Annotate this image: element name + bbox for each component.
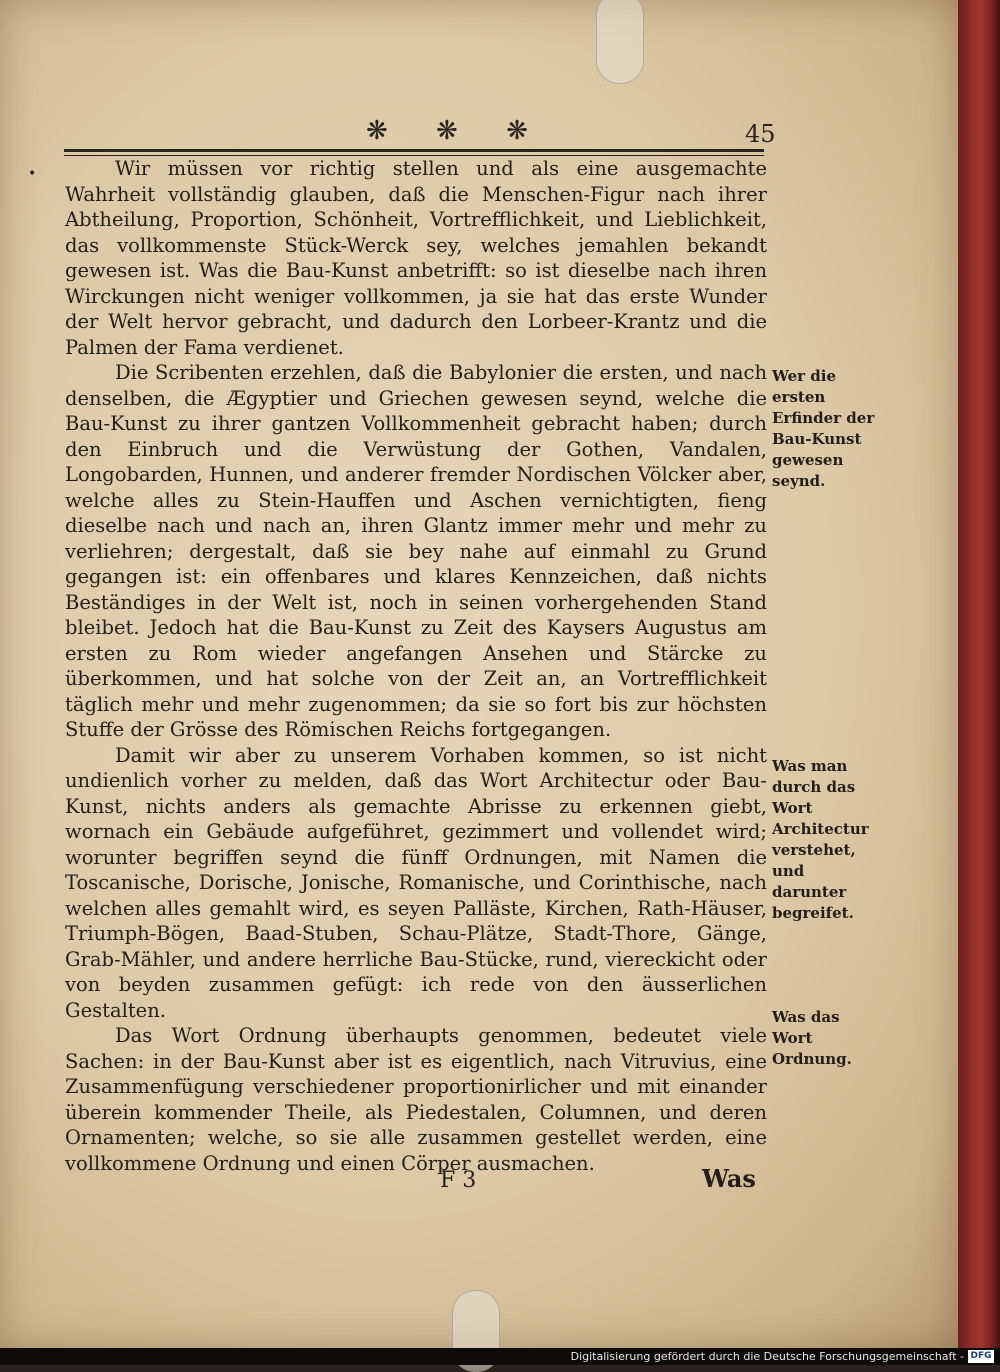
digitization-note: Digitalisierung gefördert durch die Deutsche Forschungsgemeinschaft - xyxy=(570,1350,964,1363)
dfg-logo: DFG xyxy=(968,1350,994,1363)
page-clip-top xyxy=(596,0,644,84)
paragraph-4: Das Wort Ordnung überhaupts genommen, bedeutet viele Sachen: in der Bau-Kunst aber ist es eigentlich, nach Vitruvius, eine Zusammenfügung verschiedener proportionirlicher und mit einander überein kommender Theile, als Piedestalen, Columnen, und deren Ornamenten; welche, so sie alle zusammen gestellet werden, eine vollkommene Ordnung und einen Cörper ausmachen. xyxy=(65,1024,767,1175)
page-number: 45 xyxy=(745,120,776,148)
margin-mark: • xyxy=(28,166,37,182)
paragraph-3: Damit wir aber zu unserem Vorhaben kommen, so ist nicht undienlich vorher zu melden, daß das Wort Architectur oder Bau-Kunst, nichts anders als gemachte Abrisse zu erkennen giebt, wornach ein Gebäude aufgeführet, gezimmert und vollendet wird; worunter begriffen seynd die fünff Ordnungen, mit Namen die Toscanische, Dorische, Jonische, Romanische, und Corinthische, nach welchen alles gemahlt wird, es seyen Palläste, Kirchen, Rath-Häuser, Triumph-Bögen, Baad-Stuben, Schau-Plätze, Stadt-Thore, Gänge, Grab-Mähler, und andere herrliche Bau-Stücke, rund, viereckicht oder von beyden zusammen gefügt: ich rede von den äusserlichen Gestalten. xyxy=(65,743,767,1022)
header-ornament: ❋ ❋ ❋ xyxy=(366,116,548,146)
paragraph-1: Wir müssen vor richtig stellen und als eine ausgemachte Wahrheit vollständig glauben, daß die Menschen-Figur nach ihrer Abtheilung, Proportion, Schönheit, Vortrefflichkeit, und Lieblichkeit, das vollkommenste Stück-Werck sey, welches jemahlen bekandt gewesen ist. Was die Bau-Kunst anbetrifft: so ist dieselbe nach ihren Wirckungen nicht weniger vollkommen, ja sie hat das erste Wunder der Welt hervor gebracht, und dadurch den Lorbeer-Krantz und die Palmen der Fama verdienet. xyxy=(65,157,767,359)
catchword: Was xyxy=(702,1164,756,1193)
margin-note-ordnung: Was das Wort Ordnung. xyxy=(772,1008,852,1068)
main-text xyxy=(65,156,767,1176)
margin-note-architectur: Was man durch das Wort Architectur verstehet, und darunter begreifet. xyxy=(772,757,869,922)
header-rule xyxy=(64,149,764,152)
signature-mark: F 3 xyxy=(440,1168,477,1193)
book-edge xyxy=(958,0,1000,1348)
margin-note-inventors: Wer die ersten Erfinder der Bau-Kunst gewesen seynd. xyxy=(772,367,875,490)
paragraph-2: Die Scribenten erzehlen, daß die Babylonier die ersten, und nach denselben, die Ægyptier und Griechen gewesen seynd, welche die Bau-Kunst zu ihrer gantzen Vollkommenheit gebracht haben; durch den Einbruch und die Verwüstung der Gothen, Vandalen, Longobarden, Hunnen, und anderer fremder Nordischen Völcker aber, welche alles zu Stein-Hauffen und Aschen vernichtigten, fieng dieselbe nach und nach an, ihren Glantz immer mehr und mehr zu verliehren; dergestalt, daß sie bey nahe auf einmahl zu Grund gegangen ist: ein offenbares und klares Kennzeichen, daß nichts Beständiges in der Welt ist, noch in seinen vorhergehenden Stand bleibet. Jedoch hat die Bau-Kunst zu Zeit des Kaysers Augustus am ersten zu Rom wieder angefangen Ansehen und Stärcke zu überkommen, und hat solche von der Zeit an, an Vortrefflichkeit täglich mehr und mehr zugenommen; da sie so fort bis zur höchsten Stuffe der Grösse des Römischen Reichs fortgegangen. xyxy=(65,361,767,741)
